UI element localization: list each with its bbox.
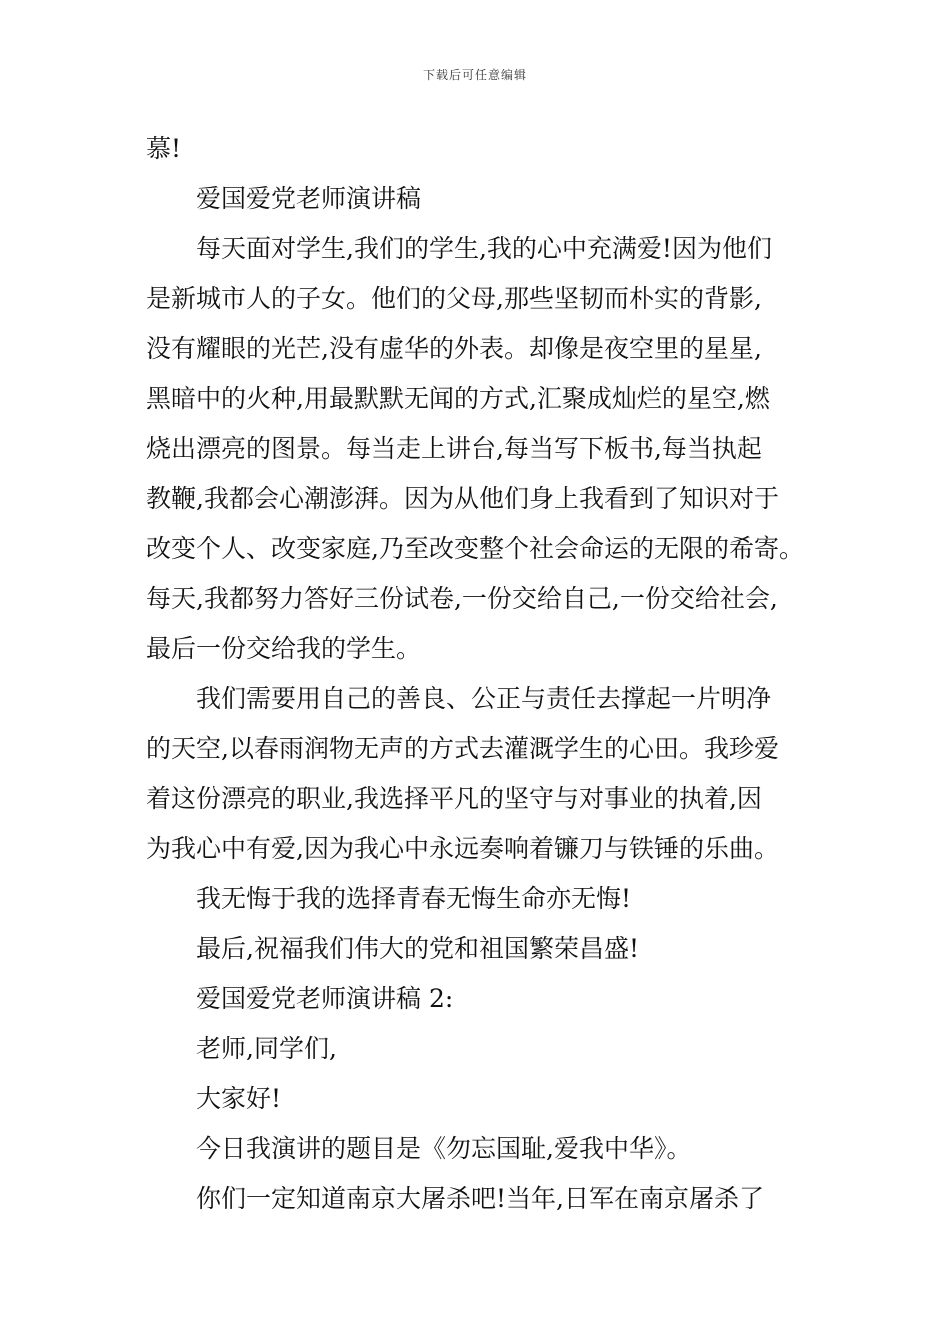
section-title: 爱国爱党老师演讲稿	[196, 184, 422, 213]
text-line: 改变个人、改变家庭,乃至改变整个社会命运的无限的希寄。	[146, 534, 804, 563]
header-note: 下载后可任意编辑	[422, 68, 527, 82]
text-line: 教鞭,我都会心潮澎湃。因为从他们身上我看到了知识对于	[146, 484, 779, 513]
text-line: 最后,祝福我们伟大的党和祖国繁荣昌盛!	[196, 934, 639, 963]
text-line: 今日我演讲的题目是《勿忘国耻,爱我中华》。	[196, 1134, 692, 1163]
text-line: 我无悔于我的选择青春无悔生命亦无悔!	[196, 884, 632, 913]
text-line: 你们一定知道南京大屠杀吧!当年,日军在南京屠杀了	[196, 1184, 764, 1213]
text-line: 为我心中有爱,因为我心中永远奏响着镰刀与铁锤的乐曲。	[146, 834, 779, 863]
text-line: 大家好!	[196, 1084, 282, 1113]
text-line: 每天面对学生,我们的学生,我的心中充满爱!因为他们	[196, 234, 772, 263]
text-line: 最后一份交给我的学生。	[146, 634, 422, 663]
text-line: 没有耀眼的光芒,没有虚华的外表。却像是夜空里的星星,	[146, 334, 762, 363]
text-line: 烧出漂亮的图景。每当走上讲台,每当写下板书,每当执起	[146, 434, 762, 463]
text-line: 黑暗中的火种,用最默默无闻的方式,汇聚成灿烂的星空,燃	[146, 384, 770, 413]
text-line: 是新城市人的子女。他们的父母,那些坚韧而朴实的背影,	[146, 284, 762, 313]
section-title: 爱国爱党老师演讲稿 2:	[196, 984, 454, 1013]
document-body	[146, 124, 846, 1224]
text-line: 的天空,以春雨润物无声的方式去灌溉学生的心田。我珍爱	[146, 734, 779, 763]
text-line: 老师,同学们,	[196, 1034, 337, 1063]
text-line: 着这份漂亮的职业,我选择平凡的坚守与对事业的执着,因	[146, 784, 762, 813]
text-line: 我们需要用自己的善良、公正与责任去撑起一片明净	[196, 684, 772, 713]
text-line: 慕!	[146, 134, 182, 163]
text-line: 每天,我都努力答好三份试卷,一份交给自己,一份交给社会,	[146, 584, 778, 613]
